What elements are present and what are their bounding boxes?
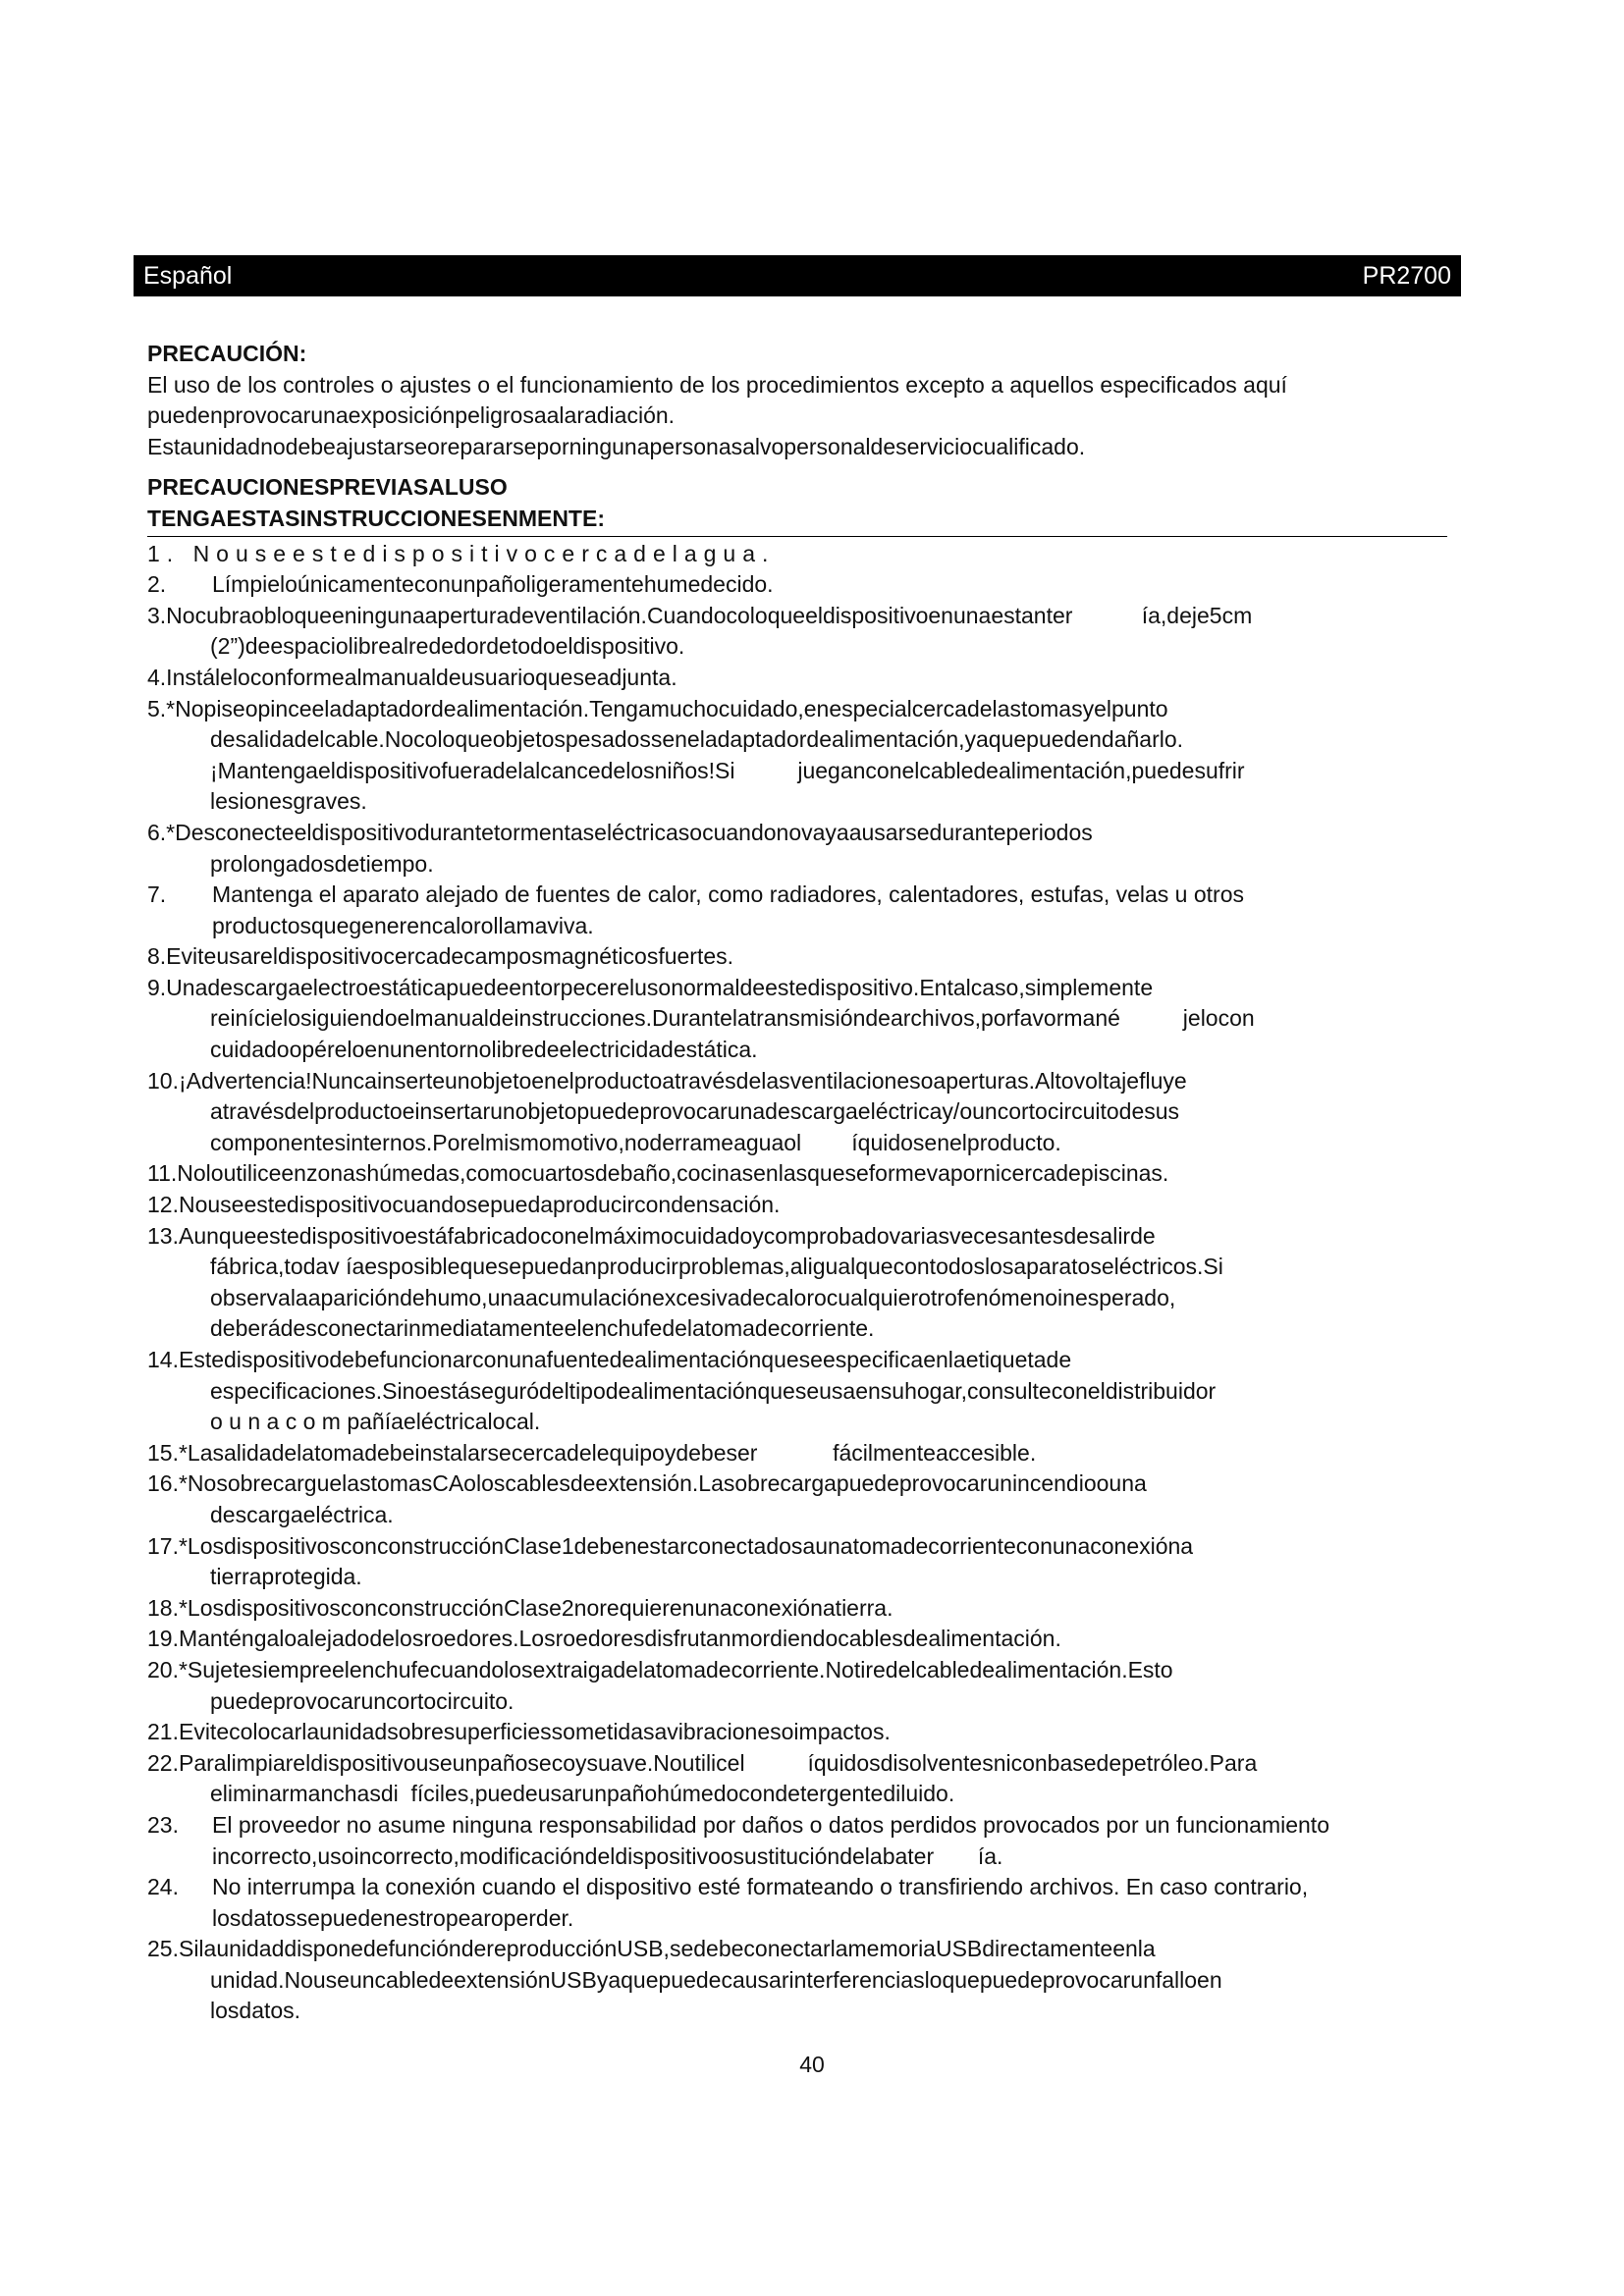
item-line: lesionesgraves. bbox=[210, 788, 367, 815]
content bbox=[147, 339, 1443, 2027]
caution-line: puedenprovocarunaexposiciónpeligrosaalaradiación. bbox=[147, 402, 676, 429]
item-line: 13.Aunqueestedispositivoestáfabricadoconelmáximocuidadoycomprobadovariasvecesantesdesalirde bbox=[147, 1222, 1156, 1249]
item-body bbox=[212, 569, 1443, 601]
header-language: Español bbox=[143, 261, 233, 290]
list-item bbox=[147, 1190, 1443, 1221]
caution-line: Estaunidadnodebeajustarseorepararseporningunapersonasalvopersonaldeserviciocualificado. bbox=[147, 433, 1086, 459]
caution-text bbox=[147, 370, 1443, 463]
item-line: atravésdelproductoeinsertarunobjetopuedeprovocarunadescargaeléctricay/ouncortocircuitodesus bbox=[210, 1098, 1180, 1125]
item-line: unidad.NouseuncabledeextensiónUSByaquepuedecausarinterferenciasloquepuedeprovocarunfalloen bbox=[210, 1966, 1222, 1993]
list-item bbox=[147, 1624, 1443, 1655]
item-line: prolongadosdetiempo. bbox=[210, 850, 434, 877]
item-line: 9.Unadescargaelectroestáticapuedeentorpecerelusonormaldeestedispositivo.Entalcaso,simplemente bbox=[147, 974, 1154, 1000]
item-line: El proveedor no asume ninguna responsabilidad por daños o datos perdidos provocados por un funcionamiento bbox=[212, 1811, 1329, 1838]
item-line: ¡Mantengaeldispositivofueradelalcancedelosniños!Si jueganconelcabledealimentación,puedesufrir bbox=[210, 757, 1245, 783]
list-item bbox=[147, 941, 1443, 973]
item-line: 25.SilaunidaddisponedefuncióndereproducciónUSB,sedebeconectarlamemoriaUSBdirectamenteenla bbox=[147, 1936, 1156, 1962]
section-title: PRECAUCIONESPREVIASALUSO bbox=[147, 474, 508, 501]
item-number: 23. bbox=[147, 1811, 179, 1838]
list-item bbox=[147, 539, 1443, 570]
item-line: 10.¡Advertencia!Nuncainserteunobjetoenelproductoatravésdelasventilacionesoaperturas.Altovoltajefluye bbox=[147, 1067, 1187, 1094]
item-line: 12.Nouseestedispositivocuandosepuedaproducircondensación. bbox=[147, 1192, 781, 1218]
item-body bbox=[212, 1872, 1443, 1934]
precaution-list bbox=[147, 539, 1443, 2028]
item-line: Mantenga el aparato alejado de fuentes de calor, como radiadores, calentadores, estufas, velas u otros bbox=[212, 881, 1244, 908]
item-line: losdatos. bbox=[210, 1998, 301, 2024]
item-line: No interrumpa la conexión cuando el dispositivo esté formateando o transfiriendo archivos. En caso contrario, bbox=[212, 1874, 1309, 1900]
page-number: 40 bbox=[799, 2052, 825, 2077]
item-body bbox=[212, 1810, 1443, 1872]
item-line: 14.Estedispositivodebefuncionarconunafuentedealimentaciónqueseespecificaenlaetiquetade bbox=[147, 1347, 1072, 1372]
list-item bbox=[147, 1531, 1443, 1593]
list-item bbox=[147, 1872, 1443, 1934]
item-line: Límpieloúnicamenteconunpañoligeramentehumedecido. bbox=[212, 571, 774, 598]
item-line: componentesinternos.Porelmismomotivo,noderrameaguaol íquidosenelproducto. bbox=[210, 1129, 1061, 1155]
item-body bbox=[212, 880, 1443, 941]
list-item bbox=[147, 880, 1443, 941]
header-bar bbox=[134, 255, 1461, 296]
list-item bbox=[147, 1748, 1443, 1810]
list-item bbox=[147, 1438, 1443, 1469]
item-line: tierraprotegida. bbox=[210, 1564, 362, 1590]
item-line: fábrica,todav íaesposiblequesepuedanproducirproblemas,aligualquecontodoslosaparatoseléctricos.Si bbox=[210, 1254, 1223, 1280]
item-number: 2. bbox=[147, 571, 167, 598]
item-line: 22.Paralimpiareldispositivouseunpañosecoysuave.Noutilicel íquidosdisolventesniconbasedepetróleo.Para bbox=[147, 1749, 1258, 1776]
list-item bbox=[147, 1158, 1443, 1190]
item-line: reinícielosiguiendoelmanualdeinstrucciones.Durantelatransmisióndearchivos,porfavormané jelocon bbox=[210, 1005, 1255, 1032]
caution-title: PRECAUCIÓN: bbox=[147, 341, 307, 366]
item-line: 20.*Sujetesiempreelenchufecuandolosextraigadelatomadecorriente.Notiredelcabledealimentación.Esto bbox=[147, 1656, 1173, 1682]
item-line: incorrecto,usoincorrecto,modificacióndeldispositivoosustitucióndelabater ía. bbox=[212, 1842, 1003, 1869]
item-line: especificaciones.Sinoestáseguródeltipodealimentaciónqueseusaensuhogar,consulteconeldistribuidor bbox=[210, 1377, 1217, 1404]
item-line: 1. Nouseestedispositivocercadelagua. bbox=[147, 540, 776, 566]
item-line: (2”)deespaciolibrealrededordetodoeldispositivo. bbox=[210, 633, 685, 660]
item-line: o u n a c o m pañíaeléctricalocal. bbox=[210, 1409, 541, 1435]
item-line: 17.*LosdispositivosconconstrucciónClase1debenestarconectadosaunatomadecorrienteconunaconexióna bbox=[147, 1532, 1194, 1559]
item-line: 4.Instáleloconformealmanualdeusuarioqueseadjunta. bbox=[147, 664, 677, 690]
item-line: 18.*LosdispositivosconconstrucciónClase2norequierenunaconexiónatierra. bbox=[147, 1594, 893, 1621]
item-line: 16.*NosobrecarguelastomasCAoloscablesdeextensión.Lasobrecargapuedeprovocarunincendioouna bbox=[147, 1470, 1147, 1497]
item-line: cuidadoopéreloenunentornolibredeelectricidadestática. bbox=[210, 1037, 758, 1063]
list-item bbox=[147, 1934, 1443, 2027]
item-line: 6.*Desconecteeldispositivodurantetormentaseléctricasocuandonovayaausarseduranteperiodos bbox=[147, 819, 1093, 845]
item-line: deberádesconectarinmediatamenteelenchufedelatomadecorriente. bbox=[210, 1315, 875, 1342]
list-item bbox=[147, 694, 1443, 818]
list-item bbox=[147, 1593, 1443, 1625]
list-item bbox=[147, 1810, 1443, 1872]
list-item bbox=[147, 1468, 1443, 1530]
item-line: losdatossepuedenestropearoperder. bbox=[212, 1904, 574, 1931]
list-item bbox=[147, 663, 1443, 694]
item-line: 21.Evitecolocarlaunidadsobresuperficiessometidasavibracionesoimpactos. bbox=[147, 1719, 891, 1745]
item-line: 11.Noloutiliceenzonashúmedas,comocuartosdebaño,cocinasenlasqueseformevapornicercadepiscinas. bbox=[147, 1160, 1169, 1187]
list-item bbox=[147, 1345, 1443, 1438]
item-line: 19.Manténgaloalejadodelosroedores.Losroedoresdisfrutanmordiendocablesdealimentación. bbox=[147, 1626, 1061, 1652]
item-line: 15.*Lasalidadelatomadebeinstalarsecercadelequipoydebeser fácilmenteaccesible. bbox=[147, 1439, 1037, 1466]
list-item bbox=[147, 973, 1443, 1066]
list-item bbox=[147, 569, 1443, 601]
item-line: eliminarmanchasdi fíciles,puedeusarunpañohúmedocondetergentediluido. bbox=[210, 1781, 955, 1807]
header-model: PR2700 bbox=[1362, 261, 1451, 290]
list-item bbox=[147, 818, 1443, 880]
item-line: desalidadelcable.Nocoloqueobjetospesadosseneladaptadordealimentación,yaquepuedendañarlo. bbox=[210, 726, 1184, 753]
item-number: 24. bbox=[147, 1874, 179, 1900]
item-line: 3.Nocubraobloqueeningunaaperturadeventilación.Cuandocoloqueeldispositivoenunaestanter ía,deje5cm bbox=[147, 602, 1253, 628]
list-item bbox=[147, 1221, 1443, 1345]
item-line: 5.*Nopiseopinceeladaptadordealimentación.Tengamuchocuidado,enespecialcercadelastomasyelpunto bbox=[147, 695, 1168, 721]
item-line: 8.Eviteusareldispositivocercadecamposmagnéticosfuertes. bbox=[147, 943, 734, 970]
list-item bbox=[147, 601, 1443, 663]
item-line: observalaaparicióndehumo,unaacumulaciónexcesivadecalorocualquierotrofenómenoinesperado, bbox=[210, 1284, 1176, 1310]
caution-line: El uso de los controles o ajustes o el funcionamiento de los procedimientos excepto a aquellos especificados aquí bbox=[147, 371, 1287, 398]
item-number: 7. bbox=[147, 881, 167, 908]
subsection-title: TENGAESTASINSTRUCCIONESENMENTE: bbox=[147, 504, 1447, 537]
item-line: productosquegenerencalorollamaviva. bbox=[212, 912, 594, 938]
item-line: puedeprovocaruncortocircuito. bbox=[210, 1687, 514, 1714]
list-item bbox=[147, 1655, 1443, 1717]
item-line: descargaeléctrica. bbox=[210, 1501, 394, 1527]
list-item bbox=[147, 1066, 1443, 1159]
list-item bbox=[147, 1717, 1443, 1748]
